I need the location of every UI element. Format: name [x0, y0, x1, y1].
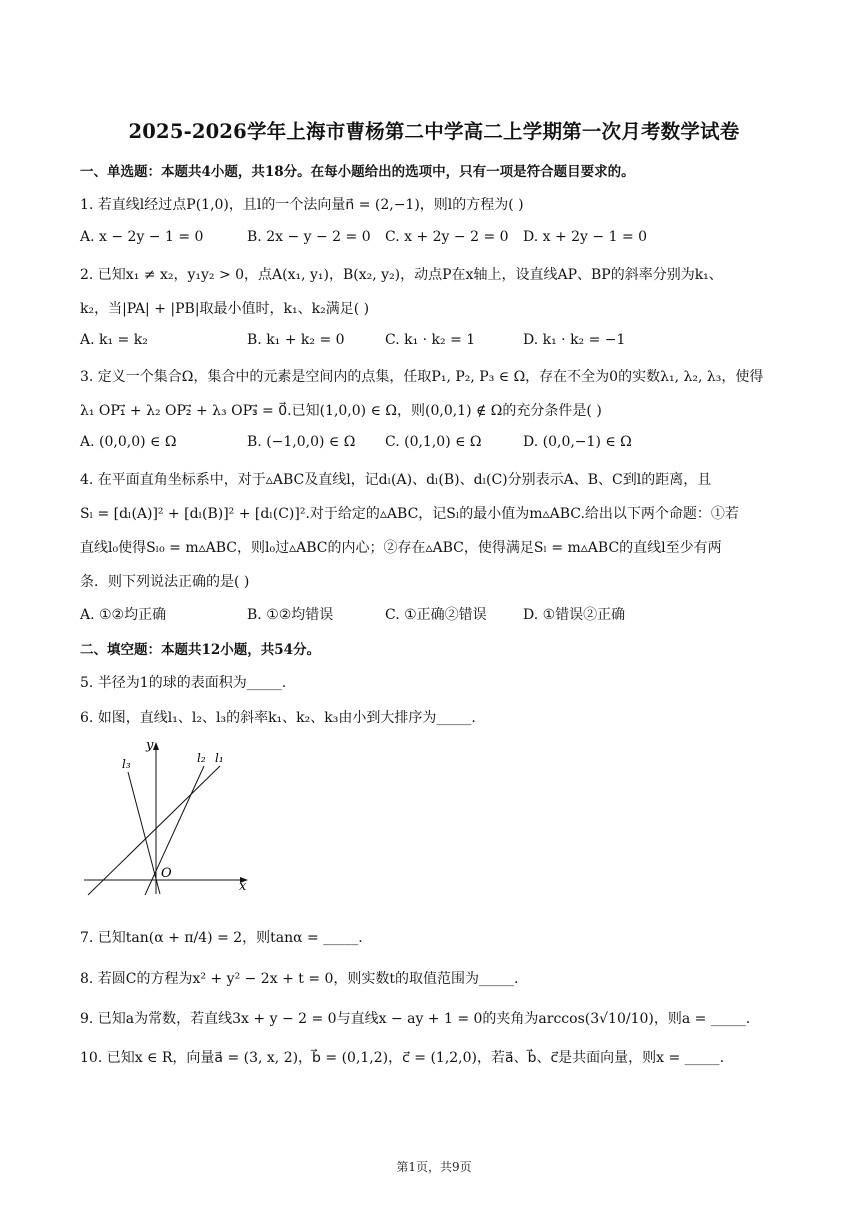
question-8: 8. 若圆C的方程为x² + y² − 2x + t = 0，则实数t的取值范围为_____.	[80, 971, 519, 987]
y-axis-arrow	[153, 742, 159, 750]
line-l3	[128, 772, 160, 894]
question-1-option-a: A. x − 2y − 1 = 0	[80, 229, 204, 245]
x-axis-label: x	[239, 879, 247, 894]
question-5: 5. 半径为1的球的表面积为_____.	[80, 675, 287, 691]
question-4-stem-line2: Sₗ = [dₗ(A)]² + [dₗ(B)]² + [dₗ(C)]².对于给定的▵ABC，记Sₗ的最小值为m▵ABC.给出以下两个命题：①若	[80, 506, 739, 522]
question-2-stem-line2: k₂，当|PA| + |PB|取最小值时，k₁、k₂满足( )	[80, 301, 370, 317]
question-1-option-c: C. x + 2y − 2 = 0	[385, 229, 509, 245]
question-6: 6. 如图，直线l₁、l₂、l₃的斜率k₁、k₂、k₃由小到大排序为_____.	[80, 710, 476, 726]
question-4-stem-line3: 直线l₀使得Sₗ₀ = m▵ABC，则l₀过▵ABC的内心；②存在▵ABC，使得满足Sₗ = m▵ABC的直线l至少有两	[80, 540, 722, 556]
question-1-stem: 1. 若直线l经过点P(1,0)，且l的一个法向量n⃗ = (2,−1)，则l的方程为( )	[80, 197, 524, 213]
line-l3-label: l₃	[122, 757, 131, 771]
question-4-option-c: C. ①正确②错误	[385, 607, 487, 623]
question-2-stem-line1: 2. 已知x₁ ≠ x₂，y₁y₂ > 0，点A(x₁, y₁)，B(x₂, y₂)，动点P在x轴上，设直线AP、BP的斜率分别为k₁、	[80, 267, 723, 283]
y-axis-label: y	[146, 738, 154, 753]
question-1-option-b: B. 2x − y − 2 = 0	[247, 229, 371, 245]
question-9: 9. 已知a为常数，若直线3x + y − 2 = 0与直线x − ay + 1 = 0的夹角为arccos(3√10/10)，则a = _____.	[80, 1011, 751, 1027]
line-l2-label: l₂	[197, 751, 206, 765]
question-10: 10. 已知x ∈ R，向量a⃗ = (3, x, 2)，b⃗ = (0,1,2)，c⃗ = (1,2,0)，若a⃗、b⃗、c⃗是共面向量，则x = _____.	[80, 1050, 725, 1066]
question-2-option-b: B. k₁ + k₂ = 0	[247, 332, 345, 348]
question-4-stem-line1: 4. 在平面直角坐标系中，对于▵ABC及直线l，记dₗ(A)、dₗ(B)、dₗ(C)分别表示A、B、C到l的距离，且	[80, 472, 712, 488]
question-3-option-a: A. (0,0,0) ∈ Ω	[80, 434, 177, 450]
page-title: 2025-2026学年上海市曹杨第二中学高二上学期第一次月考数学试卷	[128, 120, 740, 143]
question-4-stem-line4: 条．则下列说法正确的是( )	[80, 574, 250, 590]
section-single-choice-heading: 一、单选题：本题共4小题，共18分。在每小题给出的选项中，只有一项是符合题目要求的。	[80, 164, 635, 180]
page-footer: 第1页，共9页	[396, 1160, 472, 1174]
question-2-option-c: C. k₁ · k₂ = 1	[385, 332, 476, 348]
question-3-option-c: C. (0,1,0) ∈ Ω	[385, 434, 482, 450]
question-3-stem-line1: 3. 定义一个集合Ω，集合中的元素是空间内的点集，任取P₁, P₂, P₃ ∈ Ω，存在不全为0的实数λ₁, λ₂, λ₃，使得	[80, 369, 764, 385]
origin-label: O	[161, 866, 172, 881]
question-7: 7. 已知tan(α + π/4) = 2，则tanα = _____.	[80, 930, 363, 946]
question-4-option-b: B. ①②均错误	[247, 607, 334, 623]
question-4-option-d: D. ①错误②正确	[523, 607, 626, 623]
question-3-stem-line2: λ₁ OP₁⃗ + λ₂ OP₂⃗ + λ₃ OP₃⃗ = 0⃗.已知(1,0,0) ∈ Ω，则(0,0,1) ∉ Ω的充分条件是( )	[80, 403, 602, 419]
line-l1-label: l₁	[215, 751, 224, 765]
slope-lines-figure	[82, 736, 262, 896]
question-4-option-a: A. ①②均正确	[80, 607, 167, 623]
question-1-option-d: D. x + 2y − 1 = 0	[523, 229, 648, 245]
question-2-option-a: A. k₁ = k₂	[80, 332, 148, 348]
question-3-option-d: D. (0,0,−1) ∈ Ω	[523, 434, 632, 450]
section-fill-in-heading: 二、填空题：本题共12小题，共54分。	[80, 642, 321, 658]
question-3-option-b: B. (−1,0,0) ∈ Ω	[247, 434, 356, 450]
question-2-option-d: D. k₁ · k₂ = −1	[523, 332, 626, 348]
